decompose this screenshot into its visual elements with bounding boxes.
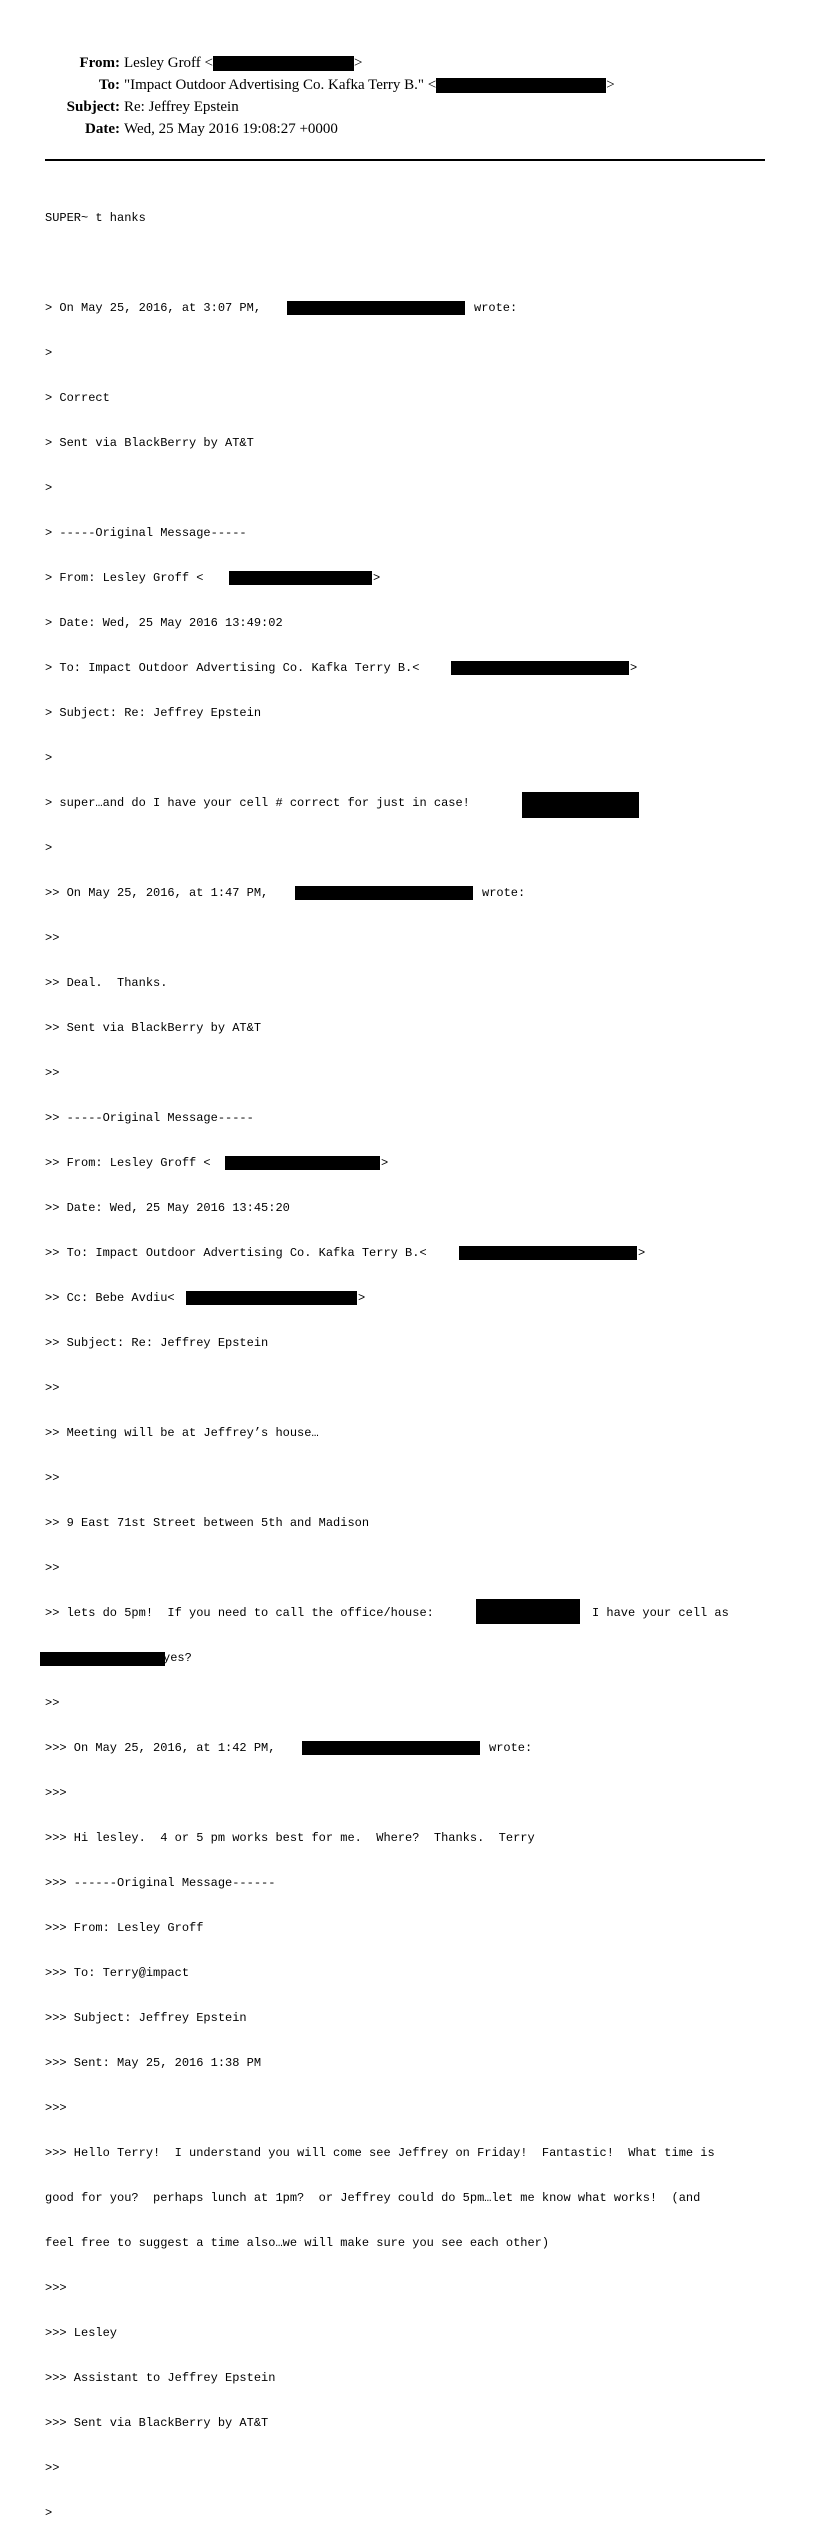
body-line: > [45, 346, 53, 360]
body-line: >>> Assistant to Jeffrey Epstein [45, 2371, 276, 2385]
body-line [45, 1606, 785, 1621]
redaction-block [295, 886, 473, 900]
body-line [45, 886, 785, 901]
to-name: "Impact Outdoor Advertising Co. Kafka Terry B." < [124, 77, 437, 93]
redaction-block [186, 1291, 357, 1305]
header-divider [45, 159, 765, 161]
body-text: wrote: [474, 301, 518, 315]
body-line [45, 1651, 785, 1666]
body-text: > On May 25, 2016, at 3:07 PM, [45, 301, 262, 315]
from-value [124, 52, 362, 74]
email-body [45, 181, 785, 2536]
from-label: From: [79, 55, 120, 71]
body-line [45, 256, 785, 271]
date-value: Wed, 25 May 2016 19:08:27 +0000 [124, 121, 338, 137]
body-line [45, 571, 785, 586]
close-bracket: > [354, 55, 363, 71]
body-text: > [358, 1291, 366, 1305]
body-line [45, 661, 785, 676]
body-text: >> lets do 5pm! If you need to call the office/house: [45, 1606, 434, 1620]
body-text: >> To: Impact Outdoor Advertising Co. Kafka Terry B.< [45, 1246, 427, 1260]
body-text: >> Cc: Bebe Avdiu< [45, 1291, 175, 1305]
redaction-block [213, 56, 354, 71]
body-line: >>> [45, 2101, 67, 2115]
redaction-block [436, 78, 606, 93]
body-text: wrote: [489, 1741, 533, 1755]
subject-label: Subject: [66, 99, 120, 115]
body-line: >>> To: Terry@impact [45, 1966, 190, 1980]
body-line: > [45, 841, 53, 855]
from-name: Lesley Groff < [124, 55, 213, 71]
body-text: >> On May 25, 2016, at 1:47 PM, [45, 886, 269, 900]
body-line: > Correct [45, 391, 110, 405]
body-line [45, 301, 785, 316]
body-line: >>> [45, 1786, 67, 1800]
body-line: >>> Lesley [45, 2326, 118, 2340]
body-line: >> Deal. Thanks. [45, 976, 168, 990]
body-line [45, 796, 785, 811]
redaction-block [225, 1156, 380, 1170]
body-text: > To: Impact Outdoor Advertising Co. Kafka Terry B.< [45, 661, 420, 675]
redaction-block [287, 301, 465, 315]
redaction-block [522, 792, 639, 818]
body-text: I have your cell as [592, 1606, 729, 1620]
body-line: >> [45, 1561, 60, 1575]
body-line: >> [45, 1471, 60, 1485]
body-line: >> [45, 1381, 60, 1395]
body-text: wrote: [482, 886, 526, 900]
body-line [45, 1246, 785, 1261]
body-line: >> [45, 1696, 60, 1710]
body-line: >> 9 East 71st Street between 5th and Madison [45, 1516, 370, 1530]
body-text: >> From: Lesley Groff < [45, 1156, 211, 1170]
body-text: >>> On May 25, 2016, at 1:42 PM, [45, 1741, 276, 1755]
body-line: >> [45, 1066, 60, 1080]
body-line: >> [45, 2461, 60, 2475]
body-line: >> [45, 931, 60, 945]
body-line: > Subject: Re: Jeffrey Epstein [45, 706, 262, 720]
body-line: SUPER~ t hanks [45, 211, 146, 225]
body-line: good for you? perhaps lunch at 1pm? or Jeffrey could do 5pm…let me know what works! (and [45, 2191, 701, 2205]
redaction-block [229, 571, 372, 585]
body-text: > [373, 571, 381, 585]
body-line: >> Date: Wed, 25 May 2016 13:45:20 [45, 1201, 290, 1215]
date-label: Date: [85, 121, 120, 137]
body-line: >>> Hello Terry! I understand you will come see Jeffrey on Friday! Fantastic! What time is [45, 2146, 715, 2160]
body-line: >>> Hi lesley. 4 or 5 pm works best for me. Where? Thanks. Terry [45, 1831, 535, 1845]
close-bracket: > [606, 77, 615, 93]
body-line: > [45, 481, 53, 495]
body-text: yes? [163, 1651, 192, 1665]
body-line: > [45, 751, 53, 765]
body-line: > [45, 2506, 53, 2520]
to-label: To: [98, 77, 120, 93]
body-line: > -----Original Message----- [45, 526, 247, 540]
body-line: >>> ------Original Message------ [45, 1876, 276, 1890]
redaction-block [40, 1652, 165, 1666]
body-line: > Date: Wed, 25 May 2016 13:49:02 [45, 616, 283, 630]
body-line: >> Sent via BlackBerry by AT&T [45, 1021, 262, 1035]
body-line [45, 1291, 785, 1306]
body-line: >>> Subject: Jeffrey Epstein [45, 2011, 247, 2025]
redaction-block [459, 1246, 637, 1260]
body-text: > super…and do I have your cell # correct for just in case! [45, 796, 470, 810]
body-line: >>> Sent: May 25, 2016 1:38 PM [45, 2056, 262, 2070]
body-line: >>> [45, 2281, 67, 2295]
body-line: >>> Sent via BlackBerry by AT&T [45, 2416, 269, 2430]
redaction-block [476, 1599, 580, 1624]
body-line [45, 1741, 785, 1756]
body-line [45, 1156, 785, 1171]
body-text: > [630, 661, 638, 675]
body-line: >> Subject: Re: Jeffrey Epstein [45, 1336, 269, 1350]
body-line: >>> From: Lesley Groff [45, 1921, 204, 1935]
body-text: > [381, 1156, 389, 1170]
body-line: feel free to suggest a time also…we will make sure you see each other) [45, 2236, 550, 2250]
redaction-block [302, 1741, 480, 1755]
body-text: > [638, 1246, 646, 1260]
subject-value: Re: Jeffrey Epstein [124, 99, 239, 115]
body-line: >> Meeting will be at Jeffrey’s house… [45, 1426, 319, 1440]
body-line: > Sent via BlackBerry by AT&T [45, 436, 254, 450]
to-value [124, 74, 615, 96]
body-line: >> -----Original Message----- [45, 1111, 254, 1125]
body-text: > From: Lesley Groff < [45, 571, 204, 585]
redaction-block [451, 661, 629, 675]
